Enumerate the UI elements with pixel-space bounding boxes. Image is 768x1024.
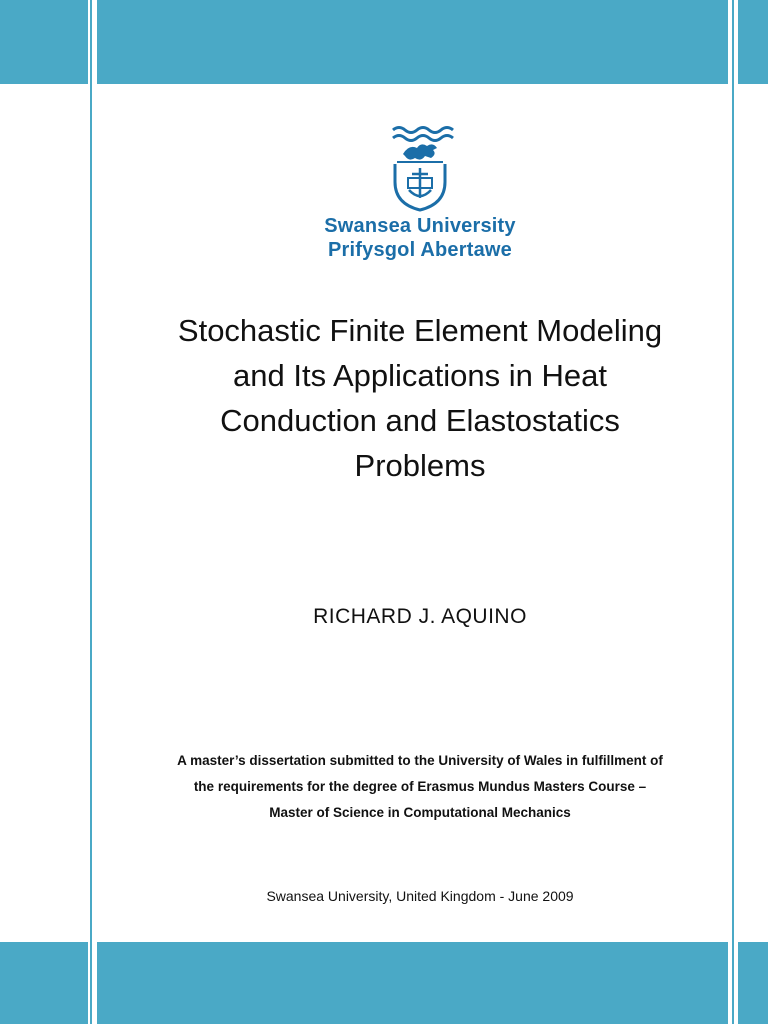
university-logo xyxy=(300,122,540,282)
statement-line: Master of Science in Computational Mechanics xyxy=(269,805,571,820)
right-vertical-rule xyxy=(732,0,734,1024)
author-name: RICHARD J. AQUINO xyxy=(313,605,527,628)
title-line: and Its Applications in Heat xyxy=(233,358,607,393)
statement-line: A master’s dissertation submitted to the University of Wales in fulfillment of xyxy=(177,753,663,768)
top-band-left xyxy=(0,0,88,84)
left-vertical-rule xyxy=(90,0,92,1024)
bottom-band-right xyxy=(738,942,768,1024)
logo-name-english: Swansea University xyxy=(324,215,516,237)
thesis-title xyxy=(130,308,710,488)
title-line: Stochastic Finite Element Modeling xyxy=(177,313,663,348)
statement-line: the requirements for the degree of Erasmus Mundus Masters Course – xyxy=(193,779,647,794)
bottom-band-center xyxy=(97,942,728,1024)
logo-name-welsh: Prifysgol Abertawe xyxy=(327,239,513,261)
top-band-center xyxy=(97,0,728,84)
dissertation-statement xyxy=(110,748,730,826)
title-line: Conduction and Elastostatics xyxy=(220,403,620,438)
title-line: Problems xyxy=(354,448,486,483)
swansea-crest-icon xyxy=(385,122,455,214)
bottom-band-left xyxy=(0,942,88,1024)
top-band-right xyxy=(738,0,768,84)
place-and-date: Swansea University, United Kingdom - June 2009 xyxy=(266,888,574,904)
